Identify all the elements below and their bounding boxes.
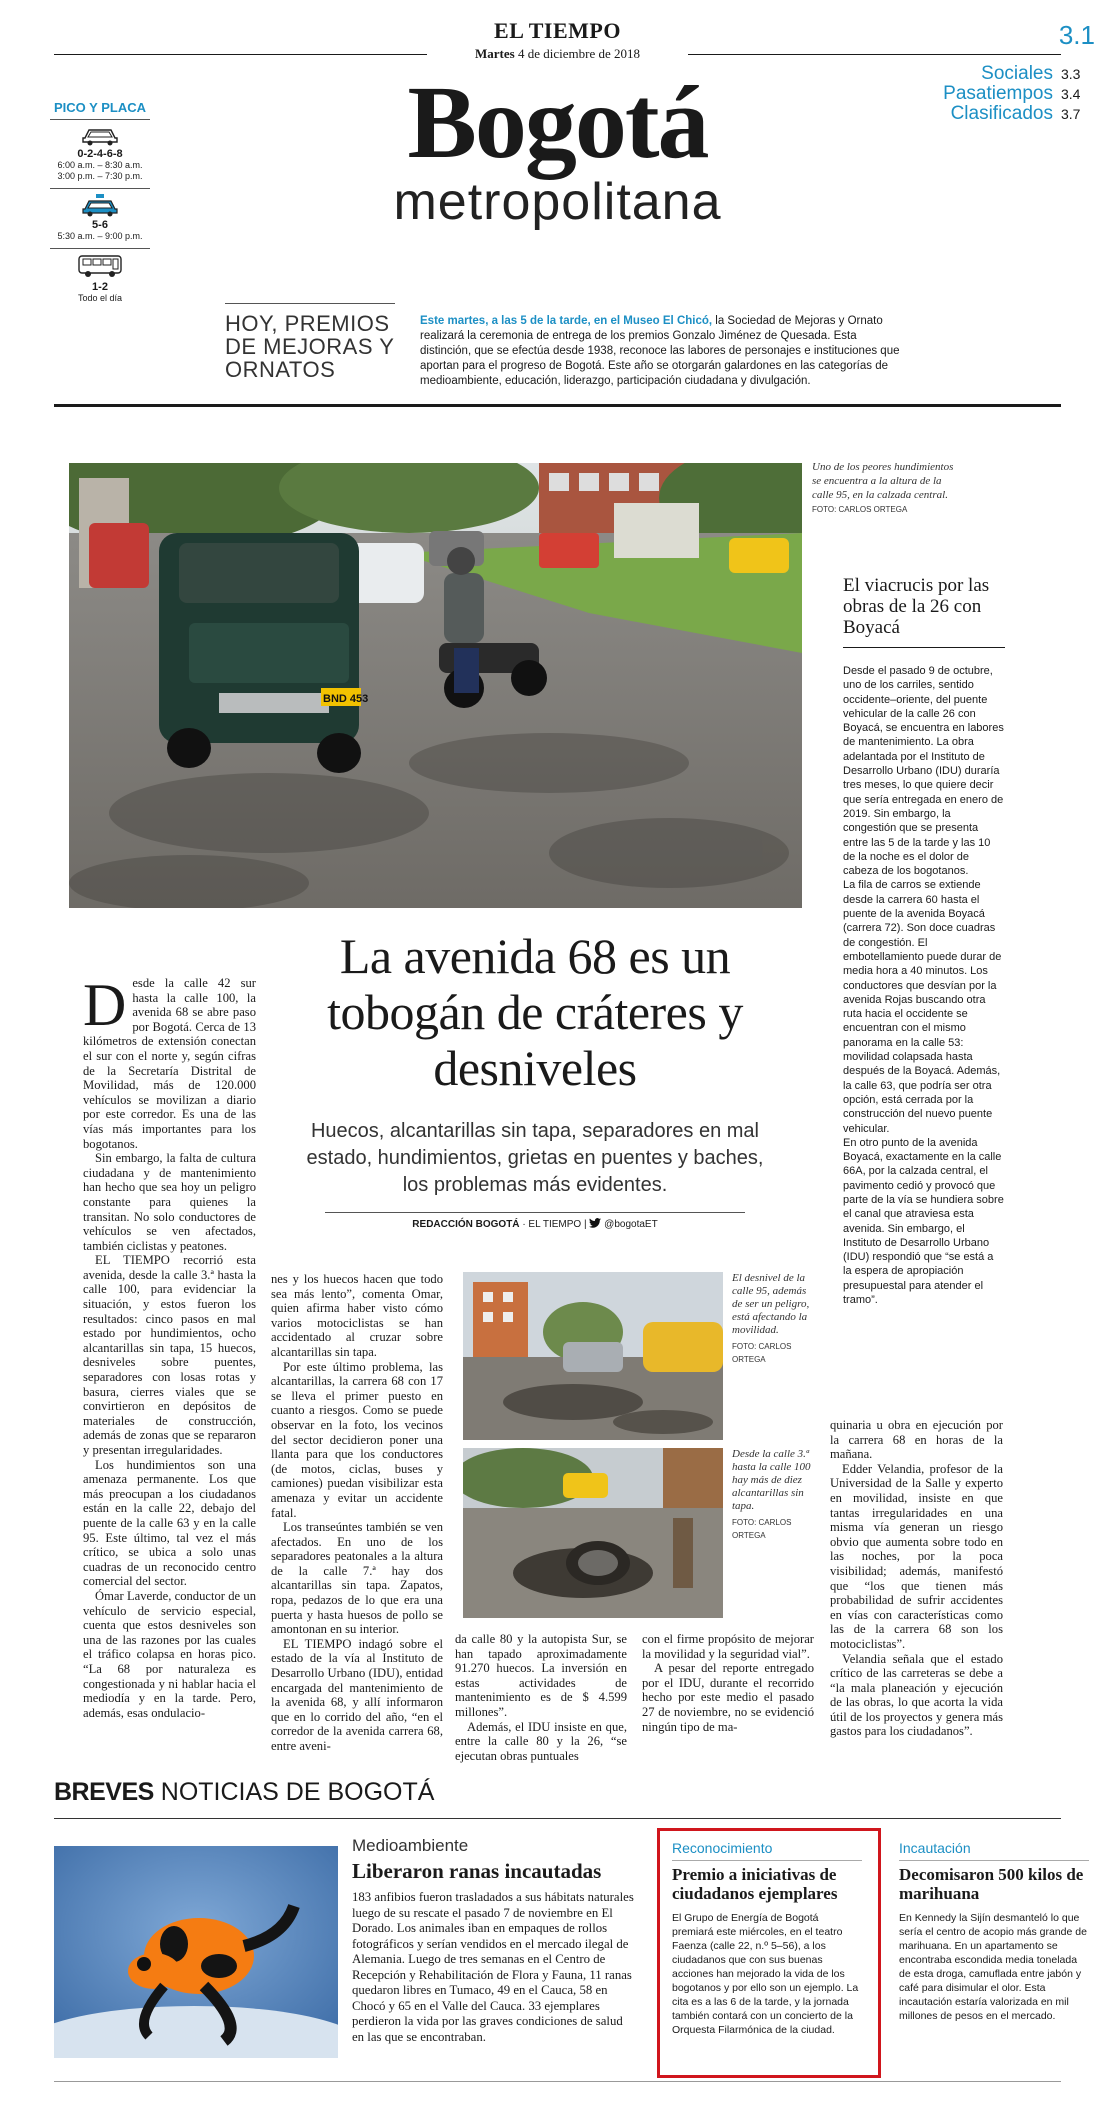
side-story-paragraph: La fila de carros se extiende desde la carrera 60 hasta el puente de la avenida Boyacá (carrera 72). Son doce cuadras de congestión. El embotellamiento puede durar de media hora a 40 minutos. Los conductores que desvían por la avenida Rojas buscando otra ruta hacia el occidente se encuentran con el mismo panorama en la calle 53: movilidad colapsada hasta después de la Boyacá. Además, la calle 63, que podría ser otra opción, está cerrada por la construcción del nuevo puente vehicular.	[843, 879, 1002, 1135]
header-bottom-rule	[54, 404, 1061, 407]
breves-heading-light: NOTICIAS DE BOGOTÁ	[153, 1778, 435, 1806]
side-story-paragraph: Desde el pasado 9 de octubre, uno de los carriles, sentido occidente–oriente, del puente vehicular de la calle 26 con Boyacá, se encuentra en labores de mantenimiento. La obra adelantada por el Instituto de Desarrollo Urbano (IDU) duraría tres meses, lo que quiere decir que sería entregada en enero de 2019. Sin embargo, la congestión que se presenta entre las 5 de la tarde y las 10 de la noche es el dolor de cabeza de los bogotanos.	[843, 665, 1004, 878]
brief-body: En Kennedy la Sijín desmanteló lo que sería el centro de acopio más grande de marihuana. En un apartamento se encontraba escondida media tonelada de esta droga, camuflada entre jabón y café para disimular el olor. Esta incautación estaría valorizada en mil millones de pesos en el mercado.	[899, 1912, 1087, 2022]
brief-title[interactable]: Decomisaron 500 kilos de marihuana	[899, 1865, 1084, 1903]
sections-index	[857, 64, 1087, 124]
pyp-hours: 3:00 p.m. – 7:30 p.m.	[57, 171, 143, 181]
brief-rule	[672, 1860, 862, 1861]
pico-y-placa-box	[50, 100, 150, 310]
section-page: 3.7	[1061, 106, 1081, 122]
article-paragraph: nes y los huecos hacen que todo sea más lento”, comenta Omar, quien afirma haber visto cómo varios motociclistas se han accidentado al cruzar sobre alcantarillas sin tapa.	[271, 1272, 443, 1359]
article-paragraph: Ómar Laverde, conductor de un vehículo de servicio especial, cuenta que estos desniveles son una de las razones por las cuales el tráfico colapsa en horas pico. “La 68 por naturaleza es congestionada y ni hablar hacia el mediodía y en la tarde. Pero, además, esas ondulacio-	[83, 1588, 256, 1720]
article-column-1	[83, 972, 256, 1720]
brief-title[interactable]: Premio a iniciativas de ciudadanos ejemplares	[672, 1865, 838, 1903]
caption-text: El desnivel de la calle 95, además de ser un peligro, está afectando la movilidad.	[732, 1272, 810, 1336]
frog-photo	[54, 1846, 338, 2058]
article-paragraph: Los transeúntes también se ven afectados. En uno de los separadores peatonales a la altura de la calle 7.ª hay dos alcantarillas sin tapa. Zapatos, ropa, pedazos de lo que era una puerta y hasta huesos de pollo se amontonan en su interior.	[271, 1520, 443, 1637]
brief-rule	[899, 1860, 1089, 1861]
article-paragraph: da calle 80 y la autopista Sur, se han tapado aproximadamente 91.270 huecos. La inversión en estas actividades de mantenimiento es de $ 4.599 millones”.	[455, 1632, 627, 1719]
photo-calle-95	[463, 1272, 723, 1440]
section-link-clasificados[interactable]	[857, 104, 1087, 124]
breves-heading-bold: BREVES	[54, 1778, 154, 1806]
photo-credit: FOTO: CARLOS ORTEGA	[732, 1518, 792, 1540]
brief-kicker: Incautación	[899, 1840, 971, 1856]
page-number: 3.1	[1058, 20, 1095, 50]
promo-text	[420, 314, 900, 389]
promo-body: la Sociedad de Mejoras y Ornato realizará la ceremonia de entrega de los premios Gonzalo Jiménez de Quesada. Esta distinción, que se efectúa desde 1938, reconoce las labores de personajes e instituciones que aportan para el progreso de Bogotá. Este año se otorgarán galardones en las categorías de medioambiente, educación, liderazgo, participación ciudadana y divulgación.	[420, 315, 900, 387]
article-paragraph: Velandia señala que el estado crítico de las carreteras se debe a “la mala planeación y ejecución de las obras, lo que acorta la vida útil de los proyectos y genera más gastos para los ciudadanos”.	[830, 1651, 1003, 1739]
section-link-sociales[interactable]	[857, 64, 1087, 84]
article-paragraph: EL TIEMPO indagó sobre el estado de la vía al Instituto de Desarrollo Urbano (IDU), entidad encargada del mantenimiento de la avenida 68, y allí informaron que en lo corrido del año, “en el corredor de la avenida carrera 68, entre aveni-	[271, 1636, 443, 1753]
article-paragraph: Sin embargo, la falta de cultura ciudadana y de mantenimiento han hecho que sea hoy un peligro constante para quienes la transitan. No solo conductores de vehículos se ven afectados, también ciclistas y peatones.	[83, 1151, 256, 1253]
article-paragraph: Además, el IDU insiste en que, entre la calle 80 y la 26, “se ejecutan obras puntuales	[455, 1719, 627, 1763]
footer-rule	[54, 2081, 1061, 2082]
side-story-rule	[843, 647, 1005, 648]
bus-icon	[50, 253, 150, 279]
brief-title[interactable]: Liberaron ranas incautadas	[352, 1859, 602, 1883]
brief-body: 183 anfibios fueron trasladados a sus hábitats naturales luego de su rescate el pasado 7 de noviembre en El Dorado. Los animales iban en empaques de rollos fotográficos y serían vendidos en el mercado ilegal de Alemania. Luego de tres semanas en el Centro de Recepción y Rehabilitación de Flora y Fauna, 11 ranas quedaron libres en Tumaco, 49 en el Cauca, 58 en Chocó y 65 en el Valle del Cauca. 33 ejemplares perdieron la vida por las graves condiciones de salud en las que se encontraban.	[352, 1890, 634, 2044]
brief-body: El Grupo de Energía de Bogotá premiará este miércoles, en el teatro Faenza (calle 22, n.º 5–56), a los ciudadanos que con sus buenas acciones han mejorado la vida de los bogotanos y por ello son un ejemplo. La cita es a las 6 de la tarde, y la jornada también contará con un concierto de la Orquesta Filarmónica de la ciudad.	[672, 1912, 859, 2036]
pico-y-placa-heading: PICO Y PLACA	[54, 100, 146, 115]
brief-kicker: Reconocimiento	[672, 1840, 773, 1856]
article-paragraph: A pesar del reporte entregado por el IDU, durante el recorrido hecho por este medio el pasado 27 de noviembre, no se evidenció ningún tipo de ma-	[642, 1661, 814, 1734]
pyp-hours: 6:00 a.m. – 8:30 a.m.	[57, 160, 143, 170]
photo-calle-95-caption	[732, 1272, 814, 1366]
twitter-icon	[589, 1219, 604, 1230]
pyp-bus	[50, 248, 150, 304]
drop-cap: D	[83, 972, 127, 1038]
photo-alcantarilla-caption	[732, 1448, 814, 1542]
caption-text: Desde la calle 3.ª hasta la calle 100 hay más de diez alcantarillas sin tapa.	[732, 1448, 811, 1512]
byline-rule	[325, 1212, 745, 1213]
caption-text: Uno de los peores hundimientos se encuentra a la altura de la calle 95, en la calzada central.	[812, 461, 954, 501]
section-label: Pasatiempos	[943, 83, 1053, 104]
section-label: Sociales	[981, 63, 1053, 84]
brief-kicker: Medioambiente	[352, 1836, 469, 1855]
article-paragraph: EL TIEMPO recorrió esta avenida, desde la calle 3.ª hasta la calle 100, para evidenciar la situación, y estos fueron los resultados: cinco pasos en mal estado por hundimientos, ocho alcantarillas sin tapa, 15 huecos, desniveles sobre puentes, separadores con losas rotas y basura, cierres viales que se convirtieron en depósitos de materiales de construcción, además de zonas que se repararon y presentan irregularidades.	[83, 1253, 256, 1457]
article-column-2	[271, 1272, 443, 1754]
article-headline: La avenida 68 es un tobogán de cráteres y desniveles	[327, 928, 743, 1096]
article-paragraph: quinaria u obra en ejecución por la carrera 68 en horas de la mañana.	[830, 1418, 1003, 1462]
section-page: 3.3	[1061, 66, 1081, 82]
date-text: 4 de diciembre de 2018	[517, 46, 640, 61]
section-label: Clasificados	[950, 103, 1053, 124]
taxi-icon	[50, 193, 150, 217]
promo-headline: HOY, PREMIOS DE MEJORAS Y ORNATOS	[225, 311, 395, 382]
section-page: 3.4	[1061, 86, 1081, 102]
brief-marihuana	[899, 1840, 1089, 2023]
section-subtitle: metropolitana	[393, 173, 722, 231]
car-icon	[50, 124, 150, 146]
byline-org: · EL TIEMPO	[522, 1219, 582, 1230]
article-paragraph: Los hundimientos son una amenaza permanente. Los que más preocupan a los ciudadanos están en la calle 22, debajo del puente de la calle 63 y en la calle 95. Este último, tal vez el más crítico, se ubica a solo unas cuadras de un reconocido centro comercial del sector.	[83, 1457, 256, 1589]
date-day: Martes	[475, 46, 515, 61]
article-column-3	[455, 1632, 627, 1763]
article-column-4	[642, 1632, 814, 1734]
twitter-handle[interactable]: @bogotaET	[604, 1219, 658, 1230]
pyp-digits: 1-2	[92, 281, 108, 293]
brief-premio	[672, 1840, 862, 2037]
main-photo-caption	[812, 460, 962, 517]
side-story-body	[843, 664, 1005, 1307]
byline	[325, 1218, 745, 1230]
side-story-paragraph: En otro punto de la avenida Boyacá, exactamente en la calle 66A, por la calzada central, el pavimento cedió y provocó que parte de la vía se hundiera sobre el canal que atraviesa esta avenida. Sin embargo, el Instituto de Desarrollo Urbano (IDU) respondió que “se está a la espera de apropiación presupuestal para atender el tramo”.	[843, 1136, 1004, 1307]
photo-alcantarilla	[463, 1448, 723, 1618]
article-deck: Huecos, alcantarillas sin tapa, separadores en mal estado, hundimientos, grietas en puentes y baches, los problemas más evidentes.	[306, 1120, 764, 1196]
article-paragraph: Por este último problema, las alcantarillas, la carrera 68 con 17 se lleva el primer puesto en cuanto a riesgos. Como se puede observar en la foto, los vecinos del sector decidieron poner una llanta para que los conductores (de motos, ciclas, buses y camiones) puedan visibilizar esta amenaza y evitar un accidente fatal.	[271, 1359, 443, 1520]
main-photo	[69, 463, 802, 908]
promo-rule	[225, 303, 395, 304]
promo-lead: Este martes, a las 5 de la tarde, en el Museo El Chicó,	[420, 315, 713, 327]
photo-credit: FOTO: CARLOS ORTEGA	[812, 505, 908, 514]
byline-author: REDACCIÓN BOGOTÁ	[412, 1219, 520, 1230]
pyp-digits: 0-2-4-6-8	[77, 148, 123, 160]
pyp-car	[50, 119, 150, 182]
pyp-digits: 5-6	[92, 219, 108, 231]
article-paragraph: esde la calle 42 sur hasta la calle 100, la avenida 68 se abre paso por Bogotá. Cerca de 13 kilómetros de extensión conectan el sur con el norte y, según cifras de la Secretaría Distrital de Movilidad, más de 120.000 vehículos se movilizan a diario por este corredor. Es una de las vías más importantes para los bogotanos.	[83, 976, 256, 1151]
edition-date	[0, 46, 1115, 62]
pyp-taxi	[50, 188, 150, 242]
pyp-hours: Todo el día	[77, 293, 123, 303]
breves-rule	[54, 1818, 1061, 1819]
newspaper-brand[interactable]: EL TIEMPO	[494, 18, 621, 43]
article-paragraph: con el firme propósito de mejorar la movilidad y la seguridad vial”.	[642, 1632, 814, 1661]
section-title: Bogotá	[407, 65, 708, 180]
license-plate: BND 453	[323, 693, 369, 705]
article-paragraph: Edder Velandia, profesor de la Universidad de la Salle y experto en movilidad, insiste en que tantas irregularidades en una misma vía generan un riesgo obvio que aumenta sobre todo en las noches, por la poca visibilidad; además, manifestó que “los que tienen más probabilidad de sufrir accidentes en vías con características como las de la carrera 68 son los motociclistas”.	[830, 1461, 1003, 1651]
section-link-pasatiempos[interactable]	[857, 84, 1087, 104]
photo-credit: FOTO: CARLOS ORTEGA	[732, 1342, 792, 1364]
breves-heading	[54, 1778, 434, 1807]
brief-ranas	[352, 1836, 634, 2045]
article-column-5	[830, 1418, 1003, 1739]
pyp-hours: 5:30 a.m. – 9:00 p.m.	[57, 231, 143, 241]
side-story-title: El viacrucis por las obras de la 26 con Boyacá	[843, 575, 990, 638]
byline-divider: |	[584, 1219, 590, 1230]
